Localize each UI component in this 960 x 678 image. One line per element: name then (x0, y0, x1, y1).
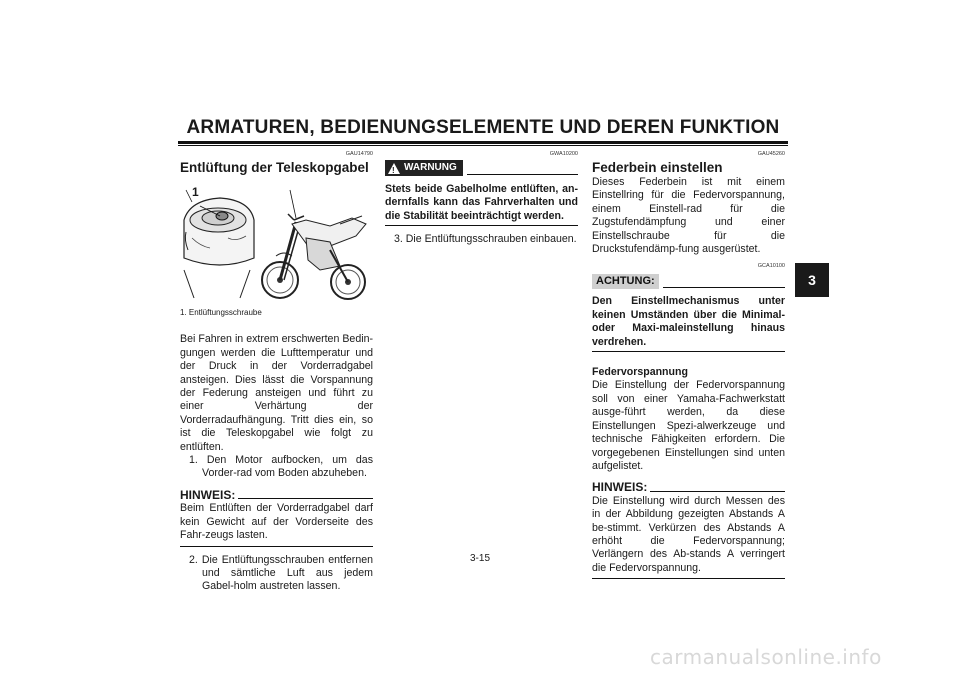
note-end-rule (180, 543, 373, 547)
header-rule (178, 141, 788, 144)
note-rule (650, 491, 785, 492)
warning-label: WARNUNG (404, 162, 457, 174)
warning-triangle-icon: ! (388, 163, 400, 174)
step-1: 1. Den Motor aufbocken, um das Vorder-rad vom Boden abzuheben. (189, 454, 373, 480)
warning-badge (385, 160, 463, 176)
section-code: GAU14790 (345, 151, 373, 157)
step-2: 2. Die Entlüftungsschrauben entfernen und sämtliche Luft aus jedem Gabel-holm austreten lassen. (189, 553, 373, 593)
note-heading (180, 489, 373, 502)
note-end-rule (592, 575, 785, 579)
warning-text: Stets beide Gabelholme entlüften, an-dernfalls kann das Fahrverhalten und die Stabilität beeinträchtigt werden. (385, 183, 578, 222)
caution-heading (592, 274, 785, 289)
warning-heading (385, 160, 578, 176)
caution-text: Den Einstellmechanismus unter keinen Umständen über die Minimal- oder Maxi-maleinstellung hinaus verdrehen. (592, 295, 785, 348)
caution-code: GCA10100 (757, 263, 785, 270)
note-rule (238, 498, 373, 499)
page-header-title: ARMATUREN, BEDIENUNGSELEMENTE UND DEREN FUNKTION (186, 117, 780, 138)
caution-end-rule (592, 349, 785, 352)
section-code: GAU45260 (757, 151, 785, 157)
column-2 (385, 150, 578, 247)
note-label: HINWEIS: (180, 487, 236, 502)
motorcycle-illustration (180, 180, 370, 300)
caution-rule (663, 287, 785, 288)
warning-code: GWA10200 (549, 151, 578, 157)
section-heading: Entlüftung der Teleskopgabel (180, 160, 369, 175)
column-1 (180, 150, 373, 594)
note-text: Die Einstellung wird durch Messen des in der Abbildung gezeigten Abstands A be-stimmt. Verkürzen des Abstands A erhöht die Federvorspannung; Verlängern des Ab-stands A verringert die Federvorspannung. (592, 494, 785, 574)
watermark: carmanualsonline.info (650, 645, 882, 669)
fork-bleed-figure (180, 180, 370, 300)
note-text: Beim Entlüften der Vorderradgabel darf kein Gewicht auf der Vorderseite des Fahr-zeugs lasten. (180, 502, 373, 542)
preload-paragraph: Die Einstellung der Federvorspannung soll von einer Yamaha-Fachwerkstatt ausge-führt werden, da diese Einstellungen Spezi-alwerkzeuge und technische Fähigkeiten erfordern. Die vorgegebenen Einstellungen sind unten aufgelistet. (592, 379, 785, 472)
figure-callout: 1 (192, 185, 199, 199)
figure-caption: 1. Entlüftungsschraube (180, 308, 262, 317)
header-rule-thin (178, 145, 788, 146)
caution-label: ACHTUNG: (592, 274, 659, 289)
section-tab[interactable]: 3 (795, 263, 829, 297)
shock-paragraph: Dieses Federbein ist mit einem Einstellring für die Federvorspannung, einem Einstell-rad für die Zugstufendämpfung und einer Einstellschraube für die Druckstufendämp-fung ausgerüstet. (592, 176, 785, 256)
subheading-spring-preload: Federvorspannung (592, 366, 688, 379)
note-label: HINWEIS: (592, 480, 648, 495)
page-number: 3-15 (469, 553, 490, 564)
warning-end-rule (385, 223, 578, 226)
note-heading (592, 481, 785, 494)
column-3 (592, 150, 785, 586)
section-heading: Federbein einstellen (592, 160, 723, 175)
warning-rule (467, 174, 578, 175)
intro-paragraph: Bei Fahren in extrem erschwerten Bedin-gungen werden die Lufttemperatur und der Druck in der Vorderradgabel ansteigen. Dies lässt die Vorspannung der Federung ansteigen und führt zu einer Verhärtung der Vorderradaufhängung. Tritt dies ein, so ist die Teleskopgabel wie folgt zu entlüften. (180, 333, 373, 453)
step-3: 3. Die Entlüftungsschrauben einbauen. (394, 233, 577, 246)
